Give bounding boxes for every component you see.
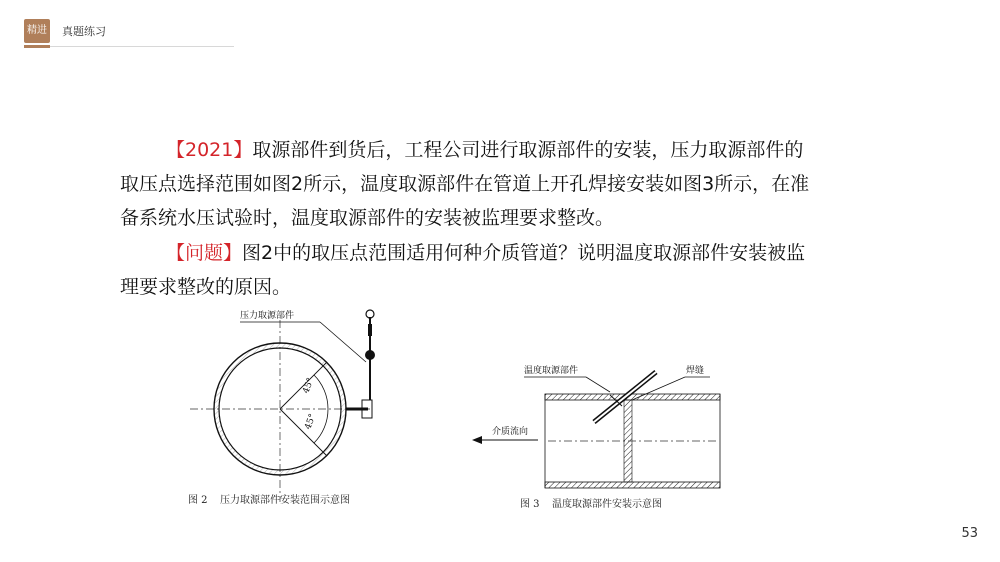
ask-paragraph [120,236,810,304]
section-badge: 精进 [24,19,50,43]
header-divider [24,46,234,47]
ask-tag: 【问题】 [166,242,243,264]
figure-2-caption-text: 压力取源部件安装范围示意图 [220,495,350,506]
page-number: 53 [961,526,978,541]
header [24,18,234,46]
label-temperature-part: 温度取源部件 [524,366,579,376]
figure-3-caption-text: 温度取源部件安装示意图 [552,499,662,510]
section-title: 真题练习 [62,25,106,38]
figure-2 [180,302,420,512]
question-paragraph [120,133,810,235]
ask-text: 图2中的取压点范围适用何种介质管道？说明温度取源部件安装被监理要求整改的原因。 [120,242,806,298]
question-text: 取源部件到货后，工程公司进行取源部件的安装，压力取源部件的取压点选择范围如图2所示，温度取源部件在管道上开孔焊接安装如图3所示，在准备系统水压试验时，温度取源部件的安装被监理要求整改。 [120,139,810,229]
angle-label-upper: 45° [301,376,317,396]
figure-3 [460,350,735,515]
angle-label-lower: 45° [303,412,319,432]
question-tag: 【2021】 [166,139,253,161]
figure-2-caption-number: 图 2 [188,495,208,506]
label-pressure-part: 压力取源部件 [240,311,295,321]
figure-3-caption-number: 图 3 [520,499,540,510]
label-flow-direction: 介质流向 [492,427,529,437]
header-accent-bar [24,45,50,48]
label-weld: 焊缝 [686,366,705,376]
